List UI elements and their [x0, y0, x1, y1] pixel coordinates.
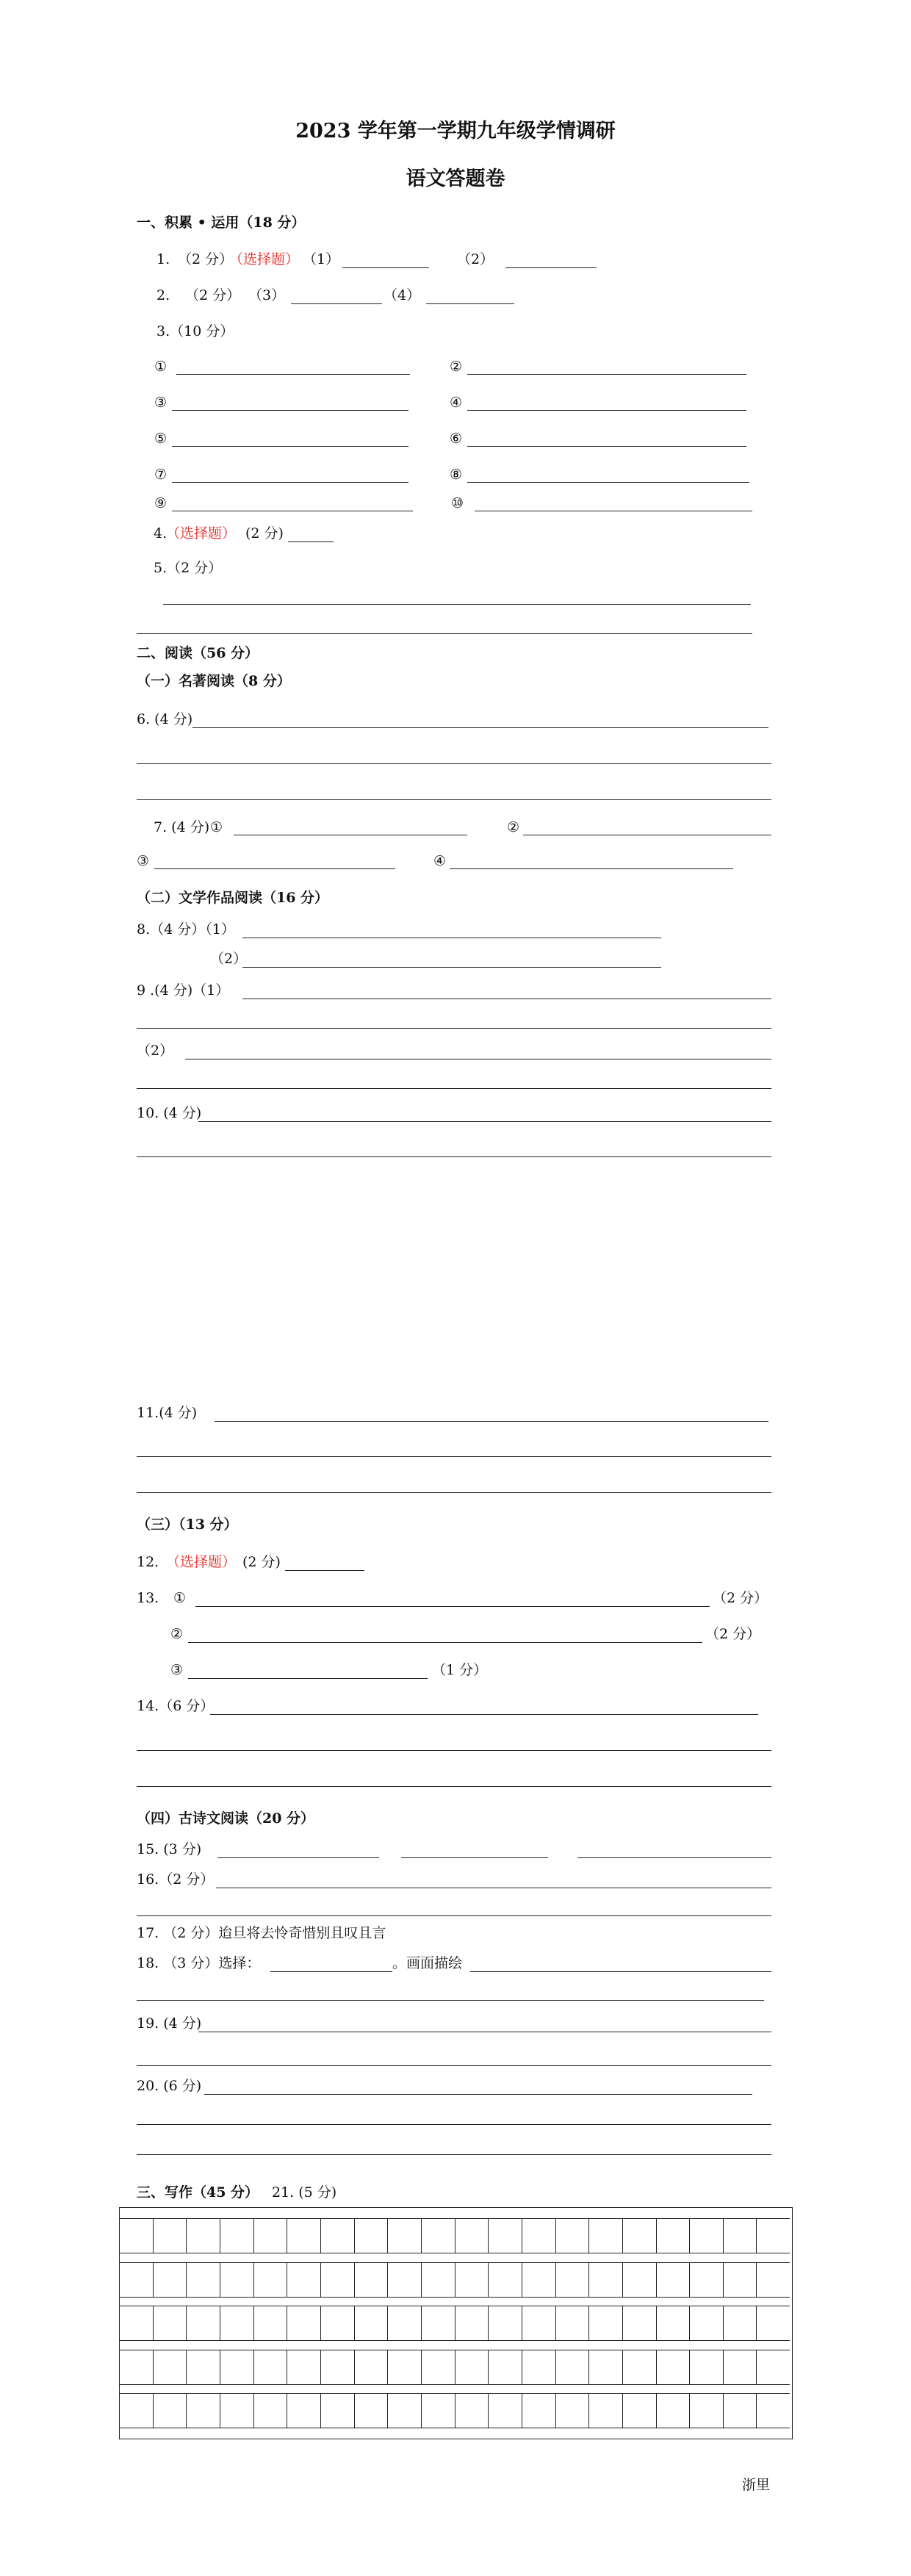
q3-mark-7: ⑦	[154, 467, 168, 483]
writing-grid-cell[interactable]	[724, 2263, 757, 2297]
q10-label: 10. (4 分)	[137, 1105, 202, 1121]
q3-mark-8: ⑧	[450, 467, 463, 483]
q7-mark-3: ③	[137, 853, 150, 869]
q3-mark-10: ⑩	[451, 495, 464, 511]
writing-grid-cell[interactable]	[657, 2306, 691, 2340]
writing-grid-cell[interactable]	[422, 2306, 455, 2340]
q14-answer-line-2[interactable]	[137, 1750, 771, 1751]
q20-label: 20. (6 分)	[137, 2078, 202, 2094]
writing-grid-cell[interactable]	[154, 2306, 187, 2340]
writing-grid-cell[interactable]	[522, 2350, 556, 2384]
writing-grid-cell[interactable]	[522, 2306, 556, 2340]
q2-part3-label: （3）	[248, 287, 286, 303]
q13-answer-line-3[interactable]	[188, 1678, 428, 1679]
writing-grid-cell[interactable]	[690, 2263, 724, 2297]
q7-mark-4: ④	[433, 853, 447, 869]
q1-answer-line-1[interactable]	[342, 267, 429, 268]
q7-answer-line-3[interactable]	[154, 868, 395, 869]
writing-grid-cell[interactable]	[154, 2219, 187, 2253]
q13-number: 13.	[137, 1590, 159, 1606]
part-1-heading: （一）名著阅读（8 分）	[137, 673, 291, 689]
q7-label: 7. (4 分)	[154, 819, 210, 835]
q3-answer-line-5[interactable]	[172, 446, 408, 447]
q1-part2-label: （2）	[457, 251, 494, 267]
q16-answer-line-2[interactable]	[137, 1915, 771, 1916]
q16-label: 16.（2 分）	[137, 1871, 215, 1888]
writing-grid-cell[interactable]	[757, 2263, 790, 2297]
q12-answer-line[interactable]	[285, 1570, 364, 1571]
writing-grid-cell[interactable]	[287, 2394, 321, 2428]
q1-answer-line-2[interactable]	[505, 267, 597, 268]
writing-grid-cell[interactable]	[422, 2219, 455, 2253]
q3-mark-1: ①	[154, 359, 168, 375]
section-3-heading: 三、写作（45 分）	[137, 2184, 259, 2201]
q3-mark-2: ②	[450, 359, 463, 375]
writing-grid-cell[interactable]	[690, 2306, 724, 2340]
q3-label: 3.（10 分）	[156, 323, 234, 339]
writing-grid-cell[interactable]	[254, 2306, 288, 2340]
writing-grid-cell[interactable]	[556, 2306, 590, 2340]
writing-grid-cell[interactable]	[422, 2263, 455, 2297]
writing-grid-cell[interactable]	[422, 2350, 455, 2384]
q3-answer-line-2[interactable]	[467, 374, 746, 375]
q14-answer-line-1[interactable]	[210, 1714, 758, 1715]
q14-label: 14.（6 分）	[137, 1698, 215, 1714]
writing-grid-cell[interactable]	[388, 2394, 422, 2428]
writing-grid-cell[interactable]	[724, 2219, 757, 2253]
q6-answer-line-2[interactable]	[137, 763, 771, 764]
q3-mark-5: ⑤	[154, 431, 168, 447]
writing-grid-cell[interactable]	[522, 2219, 556, 2253]
q6-label: 6. (4 分)	[137, 711, 193, 727]
writing-grid-cell[interactable]	[489, 2219, 522, 2253]
q11-answer-line-2[interactable]	[137, 1456, 771, 1457]
q4-number: 4.	[154, 525, 168, 542]
writing-grid-cell[interactable]	[690, 2219, 724, 2253]
writing-grid-cell[interactable]	[623, 2394, 657, 2428]
q1-number: 1.	[156, 251, 170, 267]
q9-part2-label: （2）	[137, 1043, 174, 1059]
writing-grid-cell[interactable]	[422, 2394, 455, 2428]
q15-answer-line-1[interactable]	[217, 1857, 379, 1858]
writing-grid-cell[interactable]	[455, 2219, 489, 2253]
writing-grid-cell[interactable]	[321, 2350, 355, 2384]
writing-grid-cell[interactable]	[724, 2394, 757, 2428]
writing-grid-cell[interactable]	[220, 2306, 254, 2340]
writing-grid-cell[interactable]	[724, 2306, 757, 2340]
writing-grid-cell[interactable]	[623, 2306, 657, 2340]
writing-grid-cell[interactable]	[388, 2219, 422, 2253]
section-1-heading: 一、积累 • 运用（18 分）	[137, 215, 306, 231]
writing-grid-cell[interactable]	[589, 2263, 623, 2297]
q9-answer-line-2[interactable]	[137, 1028, 771, 1029]
writing-grid-cell[interactable]	[589, 2394, 623, 2428]
page-title: 2023 学年第一学期九年级学情调研	[295, 120, 616, 143]
q3-answer-line-4[interactable]	[467, 410, 746, 411]
writing-grid-cell[interactable]	[220, 2350, 254, 2384]
writing-grid-cell[interactable]	[757, 2394, 790, 2428]
q13-score-1: （2 分）	[713, 1590, 768, 1606]
footer-text: 浙里	[742, 2477, 771, 2493]
writing-grid-cell[interactable]	[489, 2306, 522, 2340]
writing-grid-cell[interactable]	[220, 2394, 254, 2428]
q17-text: 17. （2 分）迨旦将去怜奇惜别且叹且言	[137, 1925, 386, 1941]
q18-answer-line-2[interactable]	[137, 2000, 764, 2001]
writing-grid-cell[interactable]	[388, 2306, 422, 2340]
writing-grid-cell[interactable]	[120, 2219, 154, 2253]
q2-score: （2 分）	[185, 287, 241, 303]
q12-score: (2 分)	[242, 1554, 281, 1570]
q20-answer-line-2[interactable]	[137, 2124, 771, 2125]
q11-answer-line-1[interactable]	[215, 1421, 768, 1422]
q3-answer-line-8[interactable]	[467, 482, 749, 483]
writing-grid-cell[interactable]	[187, 2263, 220, 2297]
writing-grid-cell[interactable]	[355, 2263, 389, 2297]
writing-grid-cell[interactable]	[455, 2394, 489, 2428]
q20-answer-line-3[interactable]	[137, 2154, 771, 2155]
writing-grid-row	[120, 2218, 790, 2253]
q20-answer-line-1[interactable]	[204, 2094, 752, 2095]
writing-grid-cell[interactable]	[187, 2394, 220, 2428]
q3-answer-line-6[interactable]	[467, 446, 746, 447]
q15-answer-line-3[interactable]	[577, 1857, 771, 1858]
writing-grid-cell[interactable]	[254, 2394, 288, 2428]
q3-answer-line-7[interactable]	[172, 482, 408, 483]
q11-answer-line-3[interactable]	[137, 1492, 771, 1493]
q13-score-2: （2 分）	[705, 1626, 761, 1642]
writing-grid-cell[interactable]	[287, 2306, 321, 2340]
q6-answer-line-3[interactable]	[137, 799, 771, 800]
writing-grid-cell[interactable]	[589, 2350, 623, 2384]
q5-answer-line-1[interactable]	[163, 604, 751, 605]
q2-answer-line-4[interactable]	[426, 303, 514, 304]
q18-mid-text: 。画面描绘	[392, 1955, 463, 1971]
q18-label: 18. （3 分）选择：	[137, 1955, 261, 1971]
q3-answer-line-1[interactable]	[176, 374, 410, 375]
writing-grid-cell[interactable]	[757, 2219, 790, 2253]
writing-grid-cell[interactable]	[220, 2219, 254, 2253]
q9-answer-line-4[interactable]	[137, 1088, 771, 1089]
writing-grid-cell[interactable]	[657, 2263, 691, 2297]
writing-grid-cell[interactable]	[120, 2306, 154, 2340]
section-2-heading: 二、阅读（56 分）	[137, 645, 259, 661]
writing-grid-row	[120, 2350, 790, 2385]
q4-choice-tag: （选择题）	[166, 525, 237, 542]
writing-grid-cell[interactable]	[589, 2306, 623, 2340]
writing-grid-cell[interactable]	[355, 2350, 389, 2384]
q13-answer-line-2[interactable]	[188, 1642, 702, 1643]
writing-grid-cell[interactable]	[321, 2394, 355, 2428]
writing-grid-cell[interactable]	[154, 2350, 187, 2384]
q21-label: 21. (5 分)	[272, 2184, 337, 2201]
writing-grid-cell[interactable]	[321, 2219, 355, 2253]
writing-grid-cell[interactable]	[589, 2219, 623, 2253]
part-4-heading: （四）古诗文阅读（20 分）	[137, 1810, 315, 1827]
part-3-heading: （三）（13 分）	[137, 1517, 238, 1533]
writing-grid-cell[interactable]	[455, 2350, 489, 2384]
writing-grid-cell[interactable]	[154, 2394, 187, 2428]
q13-mark-2: ②	[170, 1626, 184, 1642]
q1-choice-tag: （选择题）	[229, 251, 300, 267]
writing-grid-cell[interactable]	[690, 2394, 724, 2428]
writing-grid-cell[interactable]	[489, 2394, 522, 2428]
writing-grid-cell[interactable]	[187, 2350, 220, 2384]
q13-answer-line-1[interactable]	[195, 1606, 710, 1607]
writing-grid-cell[interactable]	[623, 2263, 657, 2297]
writing-grid-cell[interactable]	[489, 2350, 522, 2384]
writing-grid	[119, 2207, 793, 2439]
q14-answer-line-3[interactable]	[137, 1786, 771, 1787]
part-2-heading: （二）文学作品阅读（16 分）	[137, 890, 329, 906]
writing-grid-cell[interactable]	[120, 2263, 154, 2297]
q10-answer-line-1[interactable]	[198, 1121, 771, 1122]
q7-mark-1: ①	[210, 819, 223, 835]
q1-part1-label: （1）	[303, 251, 340, 267]
writing-grid-cell[interactable]	[388, 2350, 422, 2384]
q12-choice-tag: （选择题）	[166, 1554, 237, 1570]
q18-choice-line[interactable]	[270, 1971, 392, 1972]
writing-grid-cell[interactable]	[388, 2263, 422, 2297]
q8-part2-label: （2）	[210, 951, 248, 967]
writing-grid-row	[120, 2262, 790, 2298]
q12-number: 12.	[137, 1554, 159, 1570]
writing-grid-cell[interactable]	[287, 2350, 321, 2384]
q13-score-3: （1 分）	[432, 1662, 488, 1678]
writing-grid-cell[interactable]	[690, 2350, 724, 2384]
writing-grid-cell[interactable]	[455, 2263, 489, 2297]
writing-grid-cell[interactable]	[254, 2350, 288, 2384]
q8-answer-line-2[interactable]	[242, 967, 661, 968]
q3-answer-line-3[interactable]	[172, 410, 408, 411]
q18-answer-line-1[interactable]	[470, 1971, 771, 1972]
writing-grid-row	[120, 2393, 790, 2428]
q11-label: 11.(4 分)	[137, 1405, 198, 1421]
writing-grid-cell[interactable]	[657, 2350, 691, 2384]
q7-answer-line-4[interactable]	[450, 868, 733, 869]
q3-mark-9: ⑨	[154, 495, 168, 511]
q2-part4-label: （4）	[384, 287, 421, 303]
writing-grid-cell[interactable]	[187, 2219, 220, 2253]
q1-score: （2 分）	[178, 251, 234, 267]
writing-grid-cell[interactable]	[120, 2350, 154, 2384]
q5-answer-line-2[interactable]	[137, 633, 752, 634]
q7-mark-2: ②	[507, 819, 520, 835]
q9-label: 9 .(4 分)（1）	[137, 982, 230, 999]
writing-grid-cell[interactable]	[623, 2219, 657, 2253]
q3-mark-6: ⑥	[450, 431, 463, 447]
writing-grid-cell[interactable]	[287, 2263, 321, 2297]
q5-label: 5.（2 分）	[154, 560, 223, 576]
writing-grid-cell[interactable]	[657, 2394, 691, 2428]
writing-grid-cell[interactable]	[757, 2350, 790, 2384]
q2-answer-line-3[interactable]	[291, 303, 382, 304]
q19-label: 19. (4 分)	[137, 2015, 202, 2032]
writing-grid-cell[interactable]	[489, 2263, 522, 2297]
writing-grid-cell[interactable]	[623, 2350, 657, 2384]
writing-grid-cell[interactable]	[556, 2350, 590, 2384]
q19-answer-line-2[interactable]	[137, 2065, 771, 2066]
writing-grid-cell[interactable]	[556, 2394, 590, 2428]
writing-grid-cell[interactable]	[254, 2263, 288, 2297]
writing-grid-cell[interactable]	[757, 2306, 790, 2340]
page-subtitle: 语文答题卷	[406, 168, 505, 190]
writing-grid-cell[interactable]	[724, 2350, 757, 2384]
q3-mark-4: ④	[450, 395, 463, 411]
writing-grid-cell[interactable]	[355, 2219, 389, 2253]
writing-grid-cell[interactable]	[657, 2219, 691, 2253]
q6-answer-line-1[interactable]	[192, 727, 768, 728]
writing-grid-cell[interactable]	[187, 2306, 220, 2340]
writing-grid-cell[interactable]	[455, 2306, 489, 2340]
writing-grid-cell[interactable]	[355, 2394, 389, 2428]
writing-grid-cell[interactable]	[254, 2219, 288, 2253]
q4-score: (2 分)	[245, 525, 284, 542]
writing-grid-cell[interactable]	[355, 2306, 389, 2340]
writing-grid-cell[interactable]	[321, 2306, 355, 2340]
q13-mark-1: ①	[173, 1590, 187, 1606]
writing-grid-cell[interactable]	[556, 2263, 590, 2297]
writing-grid-cell[interactable]	[522, 2394, 556, 2428]
q2-number: 2.	[156, 287, 170, 303]
writing-grid-cell[interactable]	[556, 2219, 590, 2253]
writing-grid-cell[interactable]	[154, 2263, 187, 2297]
q15-answer-line-2[interactable]	[401, 1857, 548, 1858]
writing-grid-cell[interactable]	[220, 2263, 254, 2297]
writing-grid-cell[interactable]	[522, 2263, 556, 2297]
writing-grid-row	[120, 2306, 790, 2341]
writing-grid-cell[interactable]	[120, 2394, 154, 2428]
q3-mark-3: ③	[154, 395, 168, 411]
q10-answer-line-2[interactable]	[137, 1156, 771, 1157]
q15-label: 15. (3 分)	[137, 1841, 202, 1857]
q13-mark-3: ③	[170, 1662, 184, 1678]
writing-grid-cell[interactable]	[287, 2219, 321, 2253]
writing-grid-cell[interactable]	[321, 2263, 355, 2297]
q8-label: 8.（4 分）（1）	[137, 921, 235, 938]
